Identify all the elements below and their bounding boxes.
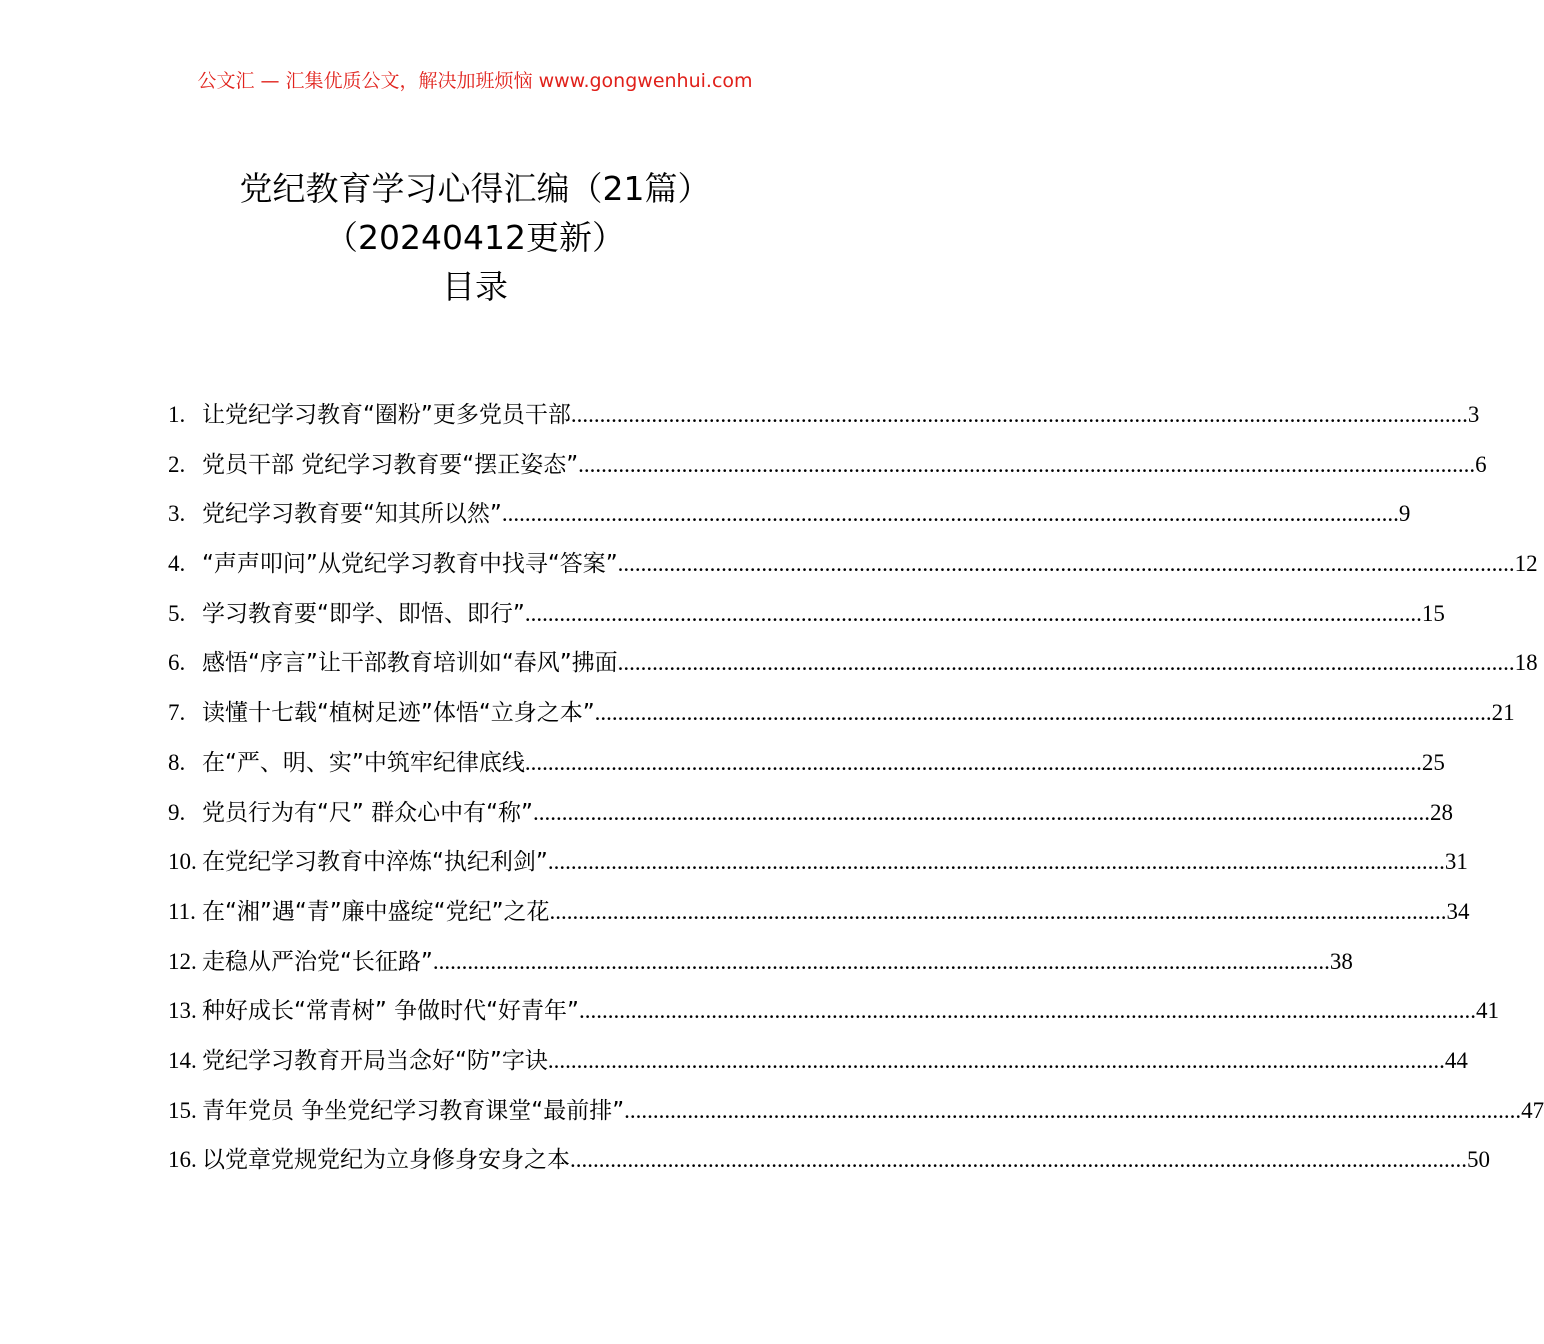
toc-dot-leader (533, 788, 1430, 838)
toc-entry-number: 2. (168, 451, 186, 477)
table-of-contents (168, 390, 1544, 1185)
toc-dot-leader (548, 1036, 1445, 1086)
toc-entry-title: 在“严、明、实”中筑牢纪律底线 (202, 749, 525, 776)
toc-entry[interactable] (168, 688, 1515, 738)
toc-entry-number: 5. (168, 600, 186, 626)
toc-entry-page: 28 (1429, 799, 1453, 825)
toc-dot-leader (433, 937, 1330, 987)
toc-entry-number: 11. (168, 898, 196, 924)
toc-entry-page: 34 (1446, 898, 1470, 924)
toc-entry-title: 走稳从严治党“长征路” (202, 948, 433, 975)
toc-dot-leader (525, 738, 1422, 788)
toc-entry-title: 党纪学习教育要“知其所以然” (202, 501, 502, 528)
toc-entry[interactable] (168, 539, 1538, 589)
toc-entry-page: 6 (1475, 451, 1487, 477)
toc-entry-title: 读懂十七载“植树足迹”体悟“立身之本” (202, 700, 595, 727)
toc-entry[interactable] (168, 986, 1499, 1036)
toc-entry-page: 18 (1514, 650, 1538, 676)
toc-entry-title: 让党纪学习教育“圈粉”更多党员干部 (202, 402, 571, 428)
toc-entry-title: 青年党员 争坐党纪学习教育课堂“最前排” (202, 1097, 625, 1124)
document-title: 党纪教育学习心得汇编（21篇） (239, 169, 711, 208)
site-banner: 公文汇 — 汇集优质公文，解决加班烦恼 www.gongwenhui.com (197, 70, 753, 92)
toc-entry-page: 3 (1467, 402, 1480, 427)
toc-entry-number: 4. (168, 551, 186, 577)
toc-entry-title: 在“湘”遇“青”廉中盛绽“党纪”之花 (202, 898, 550, 925)
toc-entry-page: 47 (1521, 1097, 1544, 1123)
toc-dot-leader (525, 589, 1422, 639)
toc-dot-leader (550, 887, 1447, 937)
toc-dot-leader (578, 440, 1475, 490)
toc-entry-page: 15 (1421, 600, 1445, 626)
toc-entry[interactable] (168, 440, 1487, 490)
toc-entry-page: 9 (1398, 501, 1411, 527)
toc-entry[interactable] (168, 738, 1445, 788)
document-update-date: （20240412更新） (325, 218, 625, 257)
toc-entry[interactable] (168, 887, 1470, 937)
toc-entry-title: 党纪学习教育开局当念好“防”字诀 (202, 1047, 548, 1074)
toc-entry[interactable] (168, 1135, 1490, 1185)
toc-entry-number: 6. (168, 650, 186, 676)
toc-entry-number: 7. (168, 700, 186, 726)
toc-entry-number: 10. (168, 849, 197, 875)
toc-entry-title: 感悟“序言”让干部教育培训如“春风”拂面 (202, 650, 618, 677)
toc-entry[interactable] (168, 788, 1453, 838)
toc-entry-title: 党员行为有“尺” 群众心中有“称” (202, 799, 533, 826)
toc-dot-leader (548, 837, 1445, 887)
toc-entry-page: 44 (1444, 1047, 1468, 1073)
toc-entry-title: 在党纪学习教育中淬炼“执纪利剑” (202, 849, 548, 876)
toc-dot-leader (624, 1086, 1521, 1136)
toc-entry-title: 学习教育要“即学、即悟、即行” (202, 600, 525, 627)
toc-entry-page: 21 (1491, 700, 1515, 726)
toc-dot-leader (595, 688, 1492, 738)
toc-entry[interactable] (168, 937, 1353, 987)
toc-entry[interactable] (168, 489, 1411, 539)
toc-entry-number: 15. (168, 1097, 197, 1123)
toc-dot-leader (571, 390, 1468, 440)
toc-entry-number: 8. (168, 749, 186, 775)
toc-entry-title: 党员干部 党纪学习教育要“摆正姿态” (202, 451, 579, 478)
toc-entry[interactable] (168, 390, 1480, 440)
toc-entry-title: 种好成长“常青树” 争做时代“好青年” (202, 998, 579, 1025)
toc-entry[interactable] (168, 589, 1445, 639)
toc-entry-page: 41 (1475, 998, 1499, 1024)
toc-entry-number: 14. (168, 1047, 197, 1073)
toc-entry-page: 38 (1329, 948, 1353, 974)
document-title-block (0, 164, 950, 311)
toc-entry[interactable] (168, 837, 1468, 887)
toc-dot-leader (570, 1135, 1467, 1185)
toc-dot-leader (579, 986, 1476, 1036)
toc-entry-number: 3. (168, 501, 186, 527)
toc-entry[interactable] (168, 1036, 1468, 1086)
toc-entry-title: 以党章党规党纪为立身修身安身之本 (202, 1147, 570, 1174)
toc-dot-leader (618, 539, 1515, 589)
toc-entry-number: 16. (168, 1147, 197, 1173)
toc-entry-page: 25 (1421, 749, 1445, 775)
toc-entry-number: 13. (168, 998, 197, 1024)
toc-dot-leader (502, 489, 1399, 539)
toc-dot-leader (618, 638, 1515, 688)
toc-entry-number: 9. (168, 799, 186, 825)
toc-entry-number: 1. (168, 402, 186, 427)
toc-entry-page: 31 (1444, 849, 1468, 875)
toc-entry-title: “声声叩问”从党纪学习教育中找寻“答案” (202, 551, 618, 578)
toc-entry-number: 12. (168, 948, 197, 974)
toc-entry[interactable] (168, 638, 1538, 688)
toc-entry[interactable] (168, 1086, 1544, 1136)
toc-entry-page: 50 (1467, 1147, 1490, 1173)
toc-entry-page: 12 (1514, 551, 1538, 577)
toc-heading: 目录 (442, 267, 508, 306)
